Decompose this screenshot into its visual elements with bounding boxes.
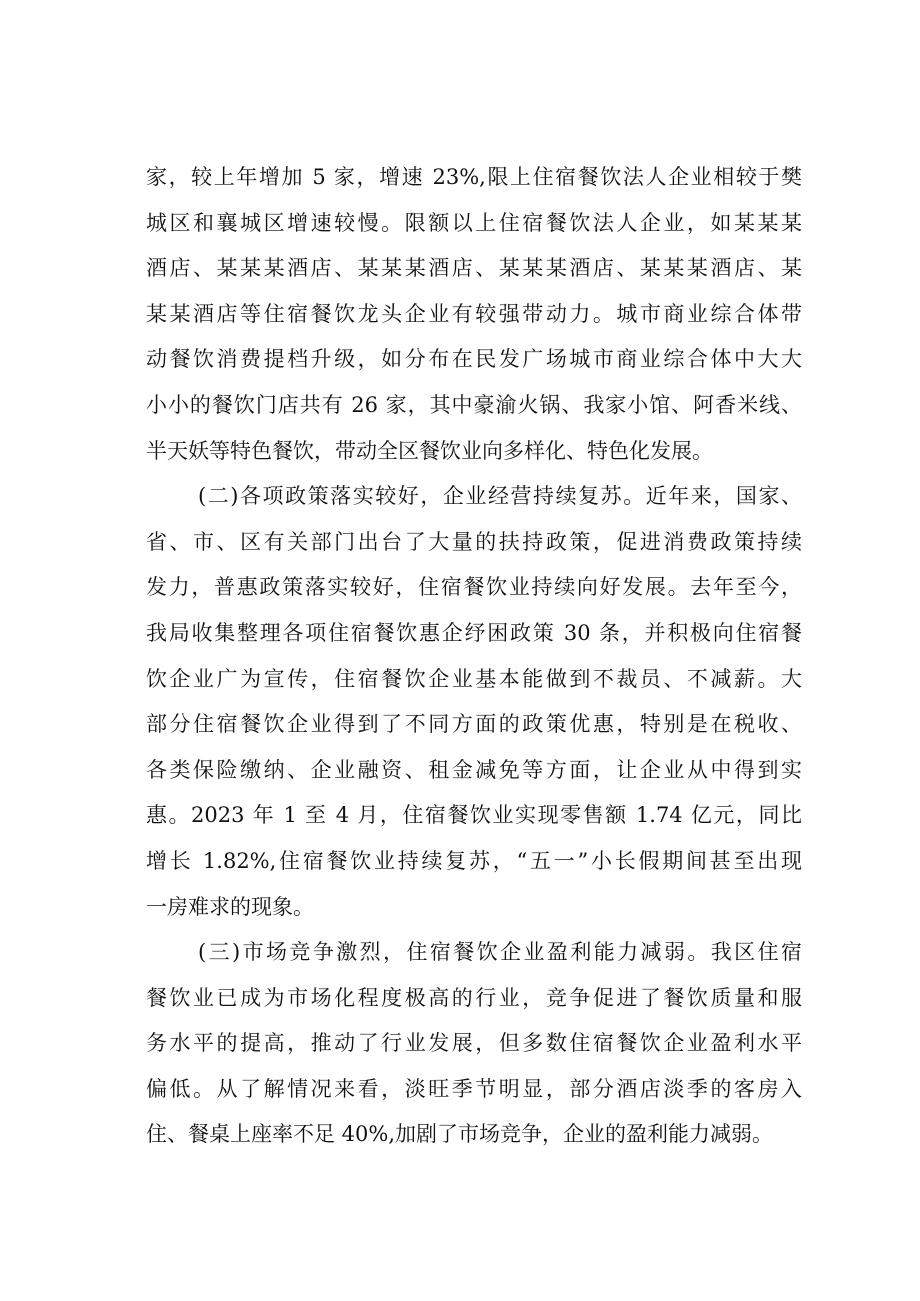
paragraph-1-line-4: 某某酒店等住宿餐饮龙头企业有较强带动力。城市商业综合体带	[146, 301, 802, 326]
paragraph-1-line-6: 小小的餐饮门店共有 26 家，其中豪渝火锅、我家小馆、阿香米线、	[146, 392, 802, 417]
paragraph-3-line-3: 务水平的提高，推动了行业发展，但多数住宿餐饮企业盈利水平	[146, 1031, 802, 1056]
paragraph-2-line-3: 发力，普惠政策落实较好，住宿餐饮业持续向好发展。去年至今，	[146, 575, 802, 600]
paragraph-2-line-1: (二)各项政策落实较好，企业经营持续复苏。近年来，国家、	[198, 484, 802, 509]
paragraph-2-line-7: 各类保险缴纳、企业融资、租金减免等方面，让企业从中得到实	[146, 757, 802, 782]
paragraph-1-line-7: 半天妖等特色餐饮，带动全区餐饮业向多样化、特色化发展。	[146, 438, 713, 463]
document-body	[146, 155, 802, 1158]
paragraph-3-line-1: (三)市场竞争激烈，住宿餐饮企业盈利能力减弱。我区住宿	[198, 940, 802, 965]
paragraph-3-line-4: 偏低。从了解情况来看，淡旺季节明显，部分酒店淡季的客房入	[146, 1076, 802, 1101]
paragraph-2-line-10: 一房难求的现象。	[146, 894, 314, 919]
paragraph-3-line-5: 住、餐桌上座率不足 40%,加剧了市场竞争，企业的盈利能力减弱。	[146, 1122, 774, 1147]
paragraph-2-line-8: 惠。2023 年 1 至 4 月，住宿餐饮业实现零售额 1.74 亿元，同比	[146, 803, 802, 828]
paragraph-2-line-4: 我局收集整理各项住宿餐饮惠企纾困政策 30 条，并积极向住宿餐	[146, 620, 802, 645]
paragraph-2-line-5: 饮企业广为宣传，住宿餐饮企业基本能做到不裁员、不减薪。大	[146, 666, 802, 691]
paragraph-1-line-1: 家，较上年增加 5 家，增速 23%,限上住宿餐饮法人企业相较于樊	[146, 165, 802, 189]
paragraph-2-line-6: 部分住宿餐饮企业得到了不同方面的政策优惠，特别是在税收、	[146, 712, 802, 737]
paragraph-1-line-3: 酒店、某某某酒店、某某某酒店、某某某酒店、某某某酒店、某	[146, 256, 802, 281]
paragraph-2-line-9: 增长 1.82%,住宿餐饮业持续复苏，“五一”小长假期间甚至出现	[146, 848, 802, 873]
paragraph-2-line-2: 省、市、区有关部门出台了大量的扶持政策，促进消费政策持续	[146, 529, 802, 554]
paragraph-3-line-2: 餐饮业已成为市场化程度极高的行业，竞争促进了餐饮质量和服	[146, 985, 802, 1010]
paragraph-1-line-5: 动餐饮消费提档升级，如分布在民发广场城市商业综合体中大大	[146, 347, 802, 372]
paragraph-1-line-2: 城区和襄城区增速较慢。限额以上住宿餐饮法人企业，如某某某	[146, 210, 802, 235]
